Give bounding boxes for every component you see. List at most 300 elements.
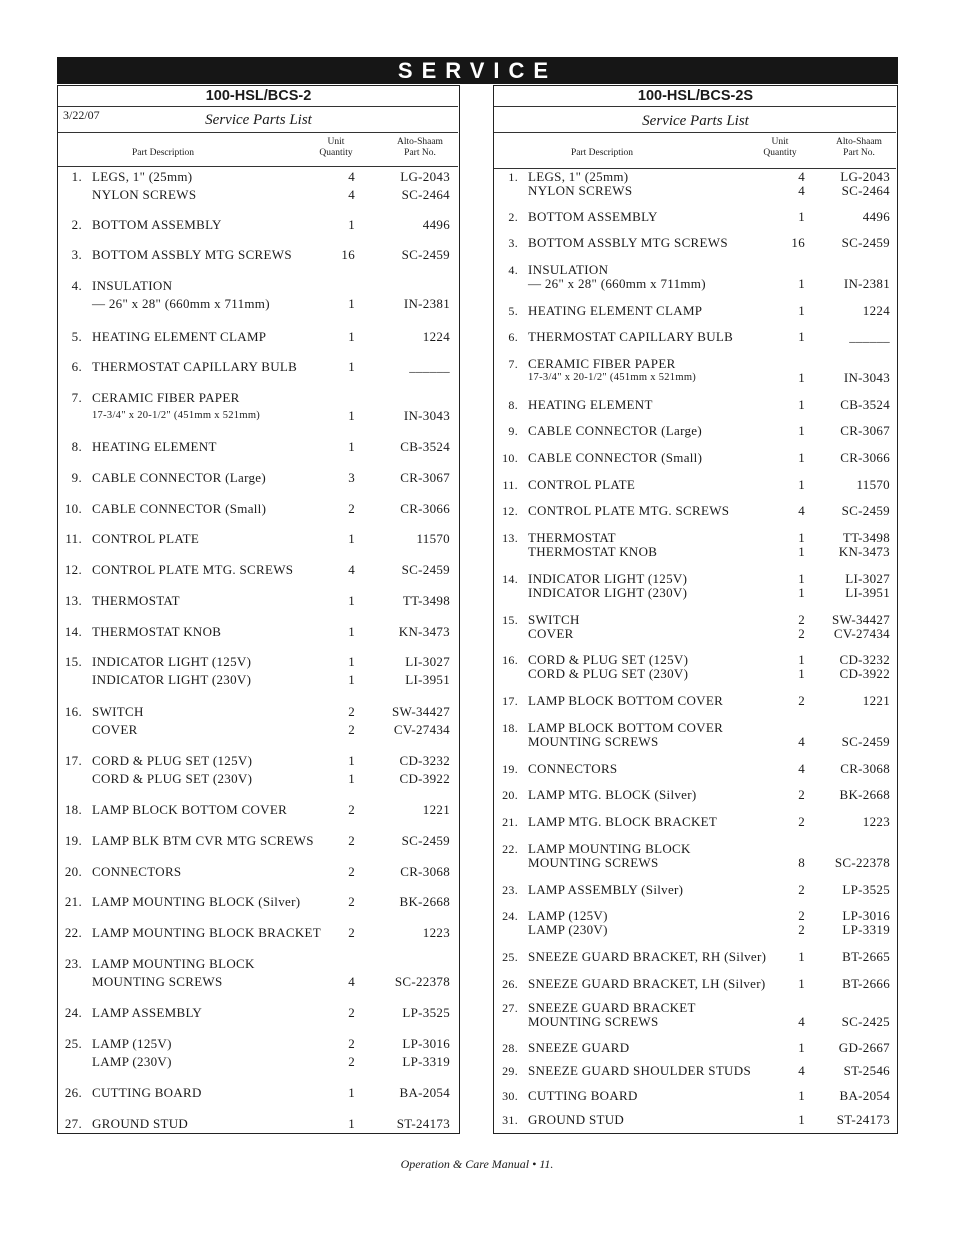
part-number-value: 1221 [422, 802, 450, 817]
description-line: LAMP (230V) [528, 922, 608, 937]
quantity-value: 4 [348, 562, 355, 577]
item-number: 10. [64, 501, 82, 516]
part-description [92, 863, 181, 881]
part-description [92, 623, 221, 641]
unit-quantity [320, 358, 355, 376]
part-number-value [802, 263, 890, 277]
item-number: 14. [64, 624, 82, 639]
item-number: 6. [71, 359, 82, 374]
quantity-value: 1 [798, 276, 805, 291]
description-line: INDICATOR LIGHT (125V) [528, 571, 688, 586]
part-number-value: 4496 [862, 209, 890, 224]
part-description [528, 977, 766, 991]
quantity-value: 2 [798, 882, 805, 897]
quantity-value: 4 [798, 1063, 805, 1078]
item-number: 26. [502, 977, 518, 991]
part-number-value: SC-2464 [401, 187, 450, 202]
part-number-value: CR-3068 [840, 761, 890, 776]
unit-quantity [772, 721, 805, 749]
description-line: MOUNTING SCREWS [92, 974, 223, 989]
item-number: 27. [64, 1116, 82, 1131]
item-number: 24. [64, 1005, 82, 1020]
part-description [92, 469, 266, 487]
quantity-value: 1 [798, 1088, 805, 1103]
quantity-value: 1 [348, 654, 355, 669]
part-number [802, 815, 890, 829]
part-number-value: IN-2381 [403, 296, 450, 311]
item-number: 11. [65, 531, 82, 546]
part-number-value: CR-3067 [840, 423, 890, 438]
quantity-value: 1 [798, 303, 805, 318]
part-number [360, 653, 450, 689]
description-line: BOTTOM ASSEMBLY [92, 217, 222, 232]
part-number-value: CB-3524 [840, 397, 890, 412]
part-description [92, 703, 144, 739]
description-line: THERMOSTAT [528, 530, 616, 545]
description-line: THERMOSTAT CAPILLARY BULB [528, 329, 734, 344]
unit-quantity [772, 1064, 805, 1078]
unit-quantity [320, 328, 355, 346]
unit-quantity [320, 592, 355, 610]
part-number-value: LP-3525 [842, 882, 890, 897]
unit-quantity [320, 623, 355, 641]
part-number-value: SC-2459 [401, 247, 450, 262]
quantity-value: 1 [348, 439, 355, 454]
item-number: 14. [502, 572, 518, 586]
part-number-value: 11570 [416, 531, 450, 546]
item-number: 21. [64, 894, 82, 909]
item-number: 23. [64, 956, 82, 971]
item-number: 31. [502, 1113, 518, 1127]
part-number-value: BA-2054 [839, 1088, 890, 1103]
unit-quantity [320, 277, 355, 313]
quantity-value: 2 [798, 787, 805, 802]
quantity-value [772, 1001, 805, 1015]
quantity-value: 2 [348, 1005, 355, 1020]
part-number [802, 977, 890, 991]
description-line: LAMP (125V) [92, 1036, 172, 1051]
part-number-value: CR-3068 [400, 864, 450, 879]
item-number: 29. [502, 1064, 518, 1078]
unit-quantity [772, 210, 805, 224]
description-line: THERMOSTAT KNOB [92, 624, 222, 639]
part-number-value: LP-3319 [842, 922, 890, 937]
quantity-value: 2 [348, 802, 355, 817]
unit-quantity [772, 572, 805, 600]
quantity-value: 4 [798, 1014, 805, 1029]
list-subtitle: Service Parts List [642, 113, 749, 129]
part-description [528, 883, 683, 897]
description-line: SNEEZE GUARD [528, 1040, 630, 1055]
description-line: LAMP (125V) [528, 908, 608, 923]
part-number [802, 424, 890, 438]
quantity-value: 2 [348, 925, 355, 940]
quantity-value: 1 [798, 329, 805, 344]
quantity-value: 1 [798, 397, 805, 412]
part-description [92, 801, 287, 819]
parts-list-left [57, 85, 460, 1134]
quantity-value: 1 [798, 477, 805, 492]
part-number [802, 531, 890, 559]
part-description [528, 721, 723, 749]
part-number [360, 924, 450, 942]
part-number-value: 1223 [422, 925, 450, 940]
item-number: 9. [71, 470, 82, 485]
part-number [802, 236, 890, 250]
part-number-value: KN-3473 [838, 544, 890, 559]
description-line: CONNECTORS [528, 761, 618, 776]
part-description [92, 832, 314, 850]
unit-quantity [772, 762, 805, 776]
item-number: 19. [64, 833, 82, 848]
part-number [802, 210, 890, 224]
description-line: HEATING ELEMENT CLAMP [528, 303, 703, 318]
part-number-value: LI-3951 [845, 585, 890, 600]
quantity-value: 16 [791, 235, 805, 250]
item-number: 20. [64, 864, 82, 879]
parts-list-right [493, 85, 898, 1134]
part-description [92, 924, 321, 942]
description-line: INSULATION [92, 278, 173, 293]
part-description [528, 170, 632, 198]
description-line: HEATING ELEMENT [528, 397, 653, 412]
item-number: 1. [71, 169, 82, 184]
description-line: LEGS, 1" (25mm) [92, 169, 193, 184]
description-line: CONTROL PLATE [92, 531, 200, 546]
unit-quantity [772, 504, 805, 518]
part-number [360, 1004, 450, 1022]
part-number-value: LG-2043 [840, 169, 890, 184]
part-number-value: CV-27434 [833, 626, 890, 641]
unit-quantity [320, 500, 355, 518]
item-number: 20. [502, 788, 518, 802]
part-description [528, 762, 617, 776]
description-line: LAMP MOUNTING BLOCK BRACKET [92, 925, 321, 940]
quantity-value: 2 [798, 814, 805, 829]
item-number: 6. [508, 330, 518, 344]
part-description [92, 752, 252, 788]
unit-quantity [772, 236, 805, 250]
unit-quantity [320, 1035, 355, 1071]
description-line: COVER [92, 722, 138, 737]
item-number: 22. [64, 925, 82, 940]
quantity-value [772, 721, 805, 735]
part-description [528, 504, 729, 518]
unit-quantity [320, 469, 355, 487]
part-description [528, 304, 702, 318]
item-number: 12. [64, 562, 82, 577]
unit-quantity [320, 893, 355, 911]
quantity-value: 4 [798, 169, 805, 184]
part-description [528, 1001, 696, 1029]
part-number-value: 1224 [862, 303, 890, 318]
description-line: CORD & PLUG SET (125V) [92, 753, 253, 768]
unit-quantity [772, 451, 805, 465]
unit-quantity [772, 263, 805, 291]
part-number-value: ST-24173 [396, 1116, 450, 1131]
part-number-value [802, 1001, 890, 1015]
part-number-value: IN-3043 [403, 408, 450, 423]
item-number: 15. [502, 613, 518, 627]
quantity-value: 1 [798, 450, 805, 465]
part-description [92, 246, 292, 264]
item-number: 26. [64, 1085, 82, 1100]
item-number: 8. [71, 439, 82, 454]
part-number-value: SC-2459 [841, 235, 890, 250]
unit-quantity [772, 950, 805, 964]
part-description [92, 1004, 202, 1022]
part-number [802, 263, 890, 291]
unit-quantity [320, 863, 355, 881]
part-number-value: BA-2054 [399, 1085, 450, 1100]
description-line: CABLE CONNECTOR (Large) [528, 423, 702, 438]
description-line: LAMP MOUNTING BLOCK [528, 841, 691, 856]
part-number-value: IN-2381 [843, 276, 890, 291]
part-number-value: BT-2666 [842, 976, 890, 991]
description-line: LAMP ASSEMBLY (Silver) [528, 882, 684, 897]
quantity-value: 2 [798, 612, 805, 627]
description-line: CABLE CONNECTOR (Small) [92, 501, 267, 516]
unit-quantity [772, 694, 805, 708]
description-line: BOTTOM ASSBLY MTG SCREWS [528, 235, 728, 250]
item-number: 25. [502, 950, 518, 964]
item-number: 25. [64, 1036, 82, 1051]
model-title: 100-HSL/BCS-2 [205, 88, 312, 104]
quantity-value: 2 [798, 693, 805, 708]
unit-quantity [772, 815, 805, 829]
unit-quantity [772, 478, 805, 492]
item-number: 7. [508, 357, 518, 371]
quantity-value: 1 [798, 370, 805, 385]
description-line: CORD & PLUG SET (230V) [528, 666, 689, 681]
unit-quantity [772, 330, 805, 344]
part-number-value: SC-22378 [834, 855, 890, 870]
part-number-value: CD-3922 [839, 666, 890, 681]
description-line: BOTTOM ASSBLY MTG SCREWS [92, 247, 292, 262]
quantity-value [320, 277, 355, 295]
part-description [92, 955, 255, 991]
part-description [528, 210, 658, 224]
description-line: CONTROL PLATE MTG. SCREWS [92, 562, 294, 577]
item-number: 10. [502, 451, 518, 465]
part-number [802, 762, 890, 776]
part-number [360, 703, 450, 739]
item-number: 30. [502, 1089, 518, 1103]
unit-quantity [772, 1041, 805, 1055]
part-description [92, 168, 196, 204]
description-line: 17-3/4" x 20-1/2" (451mm x 521mm) [528, 372, 697, 383]
part-description [92, 1035, 172, 1071]
item-number: 11. [502, 478, 518, 492]
part-number [360, 752, 450, 788]
part-description [528, 531, 657, 559]
part-number-value: 1223 [862, 814, 890, 829]
part-number [360, 1115, 450, 1133]
quantity-value [772, 842, 805, 856]
part-number [360, 801, 450, 819]
unit-quantity [772, 842, 805, 870]
item-number: 3. [508, 236, 518, 250]
header-part-no: Alto-Shaam Part No. [836, 137, 882, 158]
part-number-value: SC-2459 [401, 562, 450, 577]
part-description [92, 530, 199, 548]
description-line: CORD & PLUG SET (125V) [528, 652, 689, 667]
description-line: CABLE CONNECTOR (Small) [528, 450, 703, 465]
part-number [360, 168, 450, 204]
quantity-value [320, 389, 355, 407]
quantity-value [772, 357, 805, 371]
header-description: Part Description [570, 148, 633, 158]
part-number-value: BK-2668 [839, 787, 890, 802]
item-number: 5. [71, 329, 82, 344]
item-number: 15. [64, 654, 82, 669]
item-number: 22. [502, 842, 518, 856]
description-line: LAMP MTG. BLOCK BRACKET [528, 814, 718, 829]
part-description [528, 788, 697, 802]
item-number: 9. [508, 424, 518, 438]
description-line: CUTTING BOARD [92, 1085, 202, 1100]
description-line: 17-3/4" x 20-1/2" (451mm x 521mm) [92, 410, 261, 421]
part-number-value: CD-3232 [399, 753, 450, 768]
part-description [528, 1064, 751, 1078]
part-number [360, 277, 450, 313]
unit-quantity [320, 703, 355, 739]
part-number-value: ST-24173 [836, 1112, 890, 1127]
part-number [802, 613, 890, 641]
quantity-value: 1 [348, 624, 355, 639]
description-line: MOUNTING SCREWS [528, 855, 659, 870]
part-number-value [360, 277, 450, 295]
quantity-value: 2 [348, 704, 355, 719]
description-line: MOUNTING SCREWS [528, 1014, 659, 1029]
page-footer: Operation & Care Manual • 11. [400, 1157, 554, 1171]
item-number: 3. [71, 247, 82, 262]
description-line: INDICATOR LIGHT (125V) [92, 654, 252, 669]
part-number [360, 530, 450, 548]
item-number: 17. [502, 694, 518, 708]
unit-quantity [772, 424, 805, 438]
quantity-value: 1 [798, 530, 805, 545]
divider [58, 106, 458, 107]
quantity-value: 4 [348, 974, 355, 989]
unit-quantity [320, 168, 355, 204]
part-number [802, 950, 890, 964]
part-description [528, 478, 635, 492]
description-line: THERMOSTAT [92, 593, 180, 608]
part-number-value: TT-3498 [842, 530, 890, 545]
unit-quantity [320, 1084, 355, 1102]
part-number-value [802, 721, 890, 735]
quantity-value: 4 [798, 761, 805, 776]
part-number [802, 653, 890, 681]
part-number [802, 398, 890, 412]
unit-quantity [772, 977, 805, 991]
part-number-value: LI-3027 [405, 654, 450, 669]
part-number-value: CD-3922 [399, 771, 450, 786]
item-number: 4. [71, 278, 82, 293]
part-number [360, 863, 450, 881]
unit-quantity [320, 1004, 355, 1022]
part-description [92, 500, 266, 518]
item-number: 2. [71, 217, 82, 232]
part-number [802, 572, 890, 600]
part-number-value: LI-3027 [845, 571, 890, 586]
part-number [802, 304, 890, 318]
quantity-value: 2 [348, 833, 355, 848]
header-quantity: Unit Quantity [319, 137, 353, 158]
part-number [802, 478, 890, 492]
quantity-value: 4 [798, 734, 805, 749]
description-line: SWITCH [528, 612, 580, 627]
part-number [802, 694, 890, 708]
description-line: MOUNTING SCREWS [528, 734, 659, 749]
part-number [360, 955, 450, 991]
description-line: LAMP MOUNTING BLOCK [92, 956, 255, 971]
unit-quantity [320, 1115, 355, 1133]
part-number [802, 504, 890, 518]
item-number: 2. [508, 210, 518, 224]
item-number: 16. [64, 704, 82, 719]
item-number: 13. [64, 593, 82, 608]
part-description [528, 909, 608, 937]
unit-quantity [320, 561, 355, 579]
part-description [528, 330, 733, 344]
quantity-value: 1 [798, 585, 805, 600]
description-line: LAMP BLOCK BOTTOM COVER [92, 802, 288, 817]
part-description [528, 263, 706, 291]
part-number-value: CB-3524 [400, 439, 450, 454]
quantity-value: 1 [348, 771, 355, 786]
description-line: SWITCH [92, 704, 144, 719]
part-number [360, 358, 450, 376]
part-number-value: 1224 [422, 329, 450, 344]
part-description [528, 236, 728, 250]
quantity-value: 1 [798, 652, 805, 667]
part-number [360, 1084, 450, 1102]
description-line: CERAMIC FIBER PAPER [92, 390, 240, 405]
part-number [802, 842, 890, 870]
unit-quantity [772, 909, 805, 937]
quantity-value: 1 [348, 672, 355, 687]
part-number-value: LG-2043 [400, 169, 450, 184]
part-description [528, 1041, 629, 1055]
part-description [92, 653, 251, 689]
list-subtitle: Service Parts List [205, 112, 312, 128]
part-number-value: LP-3016 [842, 908, 890, 923]
unit-quantity [320, 801, 355, 819]
item-number: 4. [508, 263, 518, 277]
part-number-value: SC-2464 [841, 183, 890, 198]
description-line: CONTROL PLATE MTG. SCREWS [528, 503, 730, 518]
model-title: 100-HSL/BCS-2S [637, 88, 754, 104]
part-description [528, 1089, 638, 1103]
description-line: GROUND STUD [528, 1112, 625, 1127]
header-quantity: Unit Quantity [763, 137, 797, 158]
part-number [802, 909, 890, 937]
part-number [802, 1089, 890, 1103]
divider [58, 132, 458, 133]
part-number-value: KN-3473 [398, 624, 450, 639]
description-line: SNEEZE GUARD BRACKET, LH (Silver) [528, 976, 766, 991]
item-number: 13. [502, 531, 518, 545]
part-number-value: CD-3232 [839, 652, 890, 667]
part-description [528, 653, 688, 681]
quantity-value: 4 [348, 169, 355, 184]
item-number: 8. [508, 398, 518, 412]
unit-quantity [772, 653, 805, 681]
quantity-value [320, 955, 355, 973]
part-description [92, 438, 217, 456]
